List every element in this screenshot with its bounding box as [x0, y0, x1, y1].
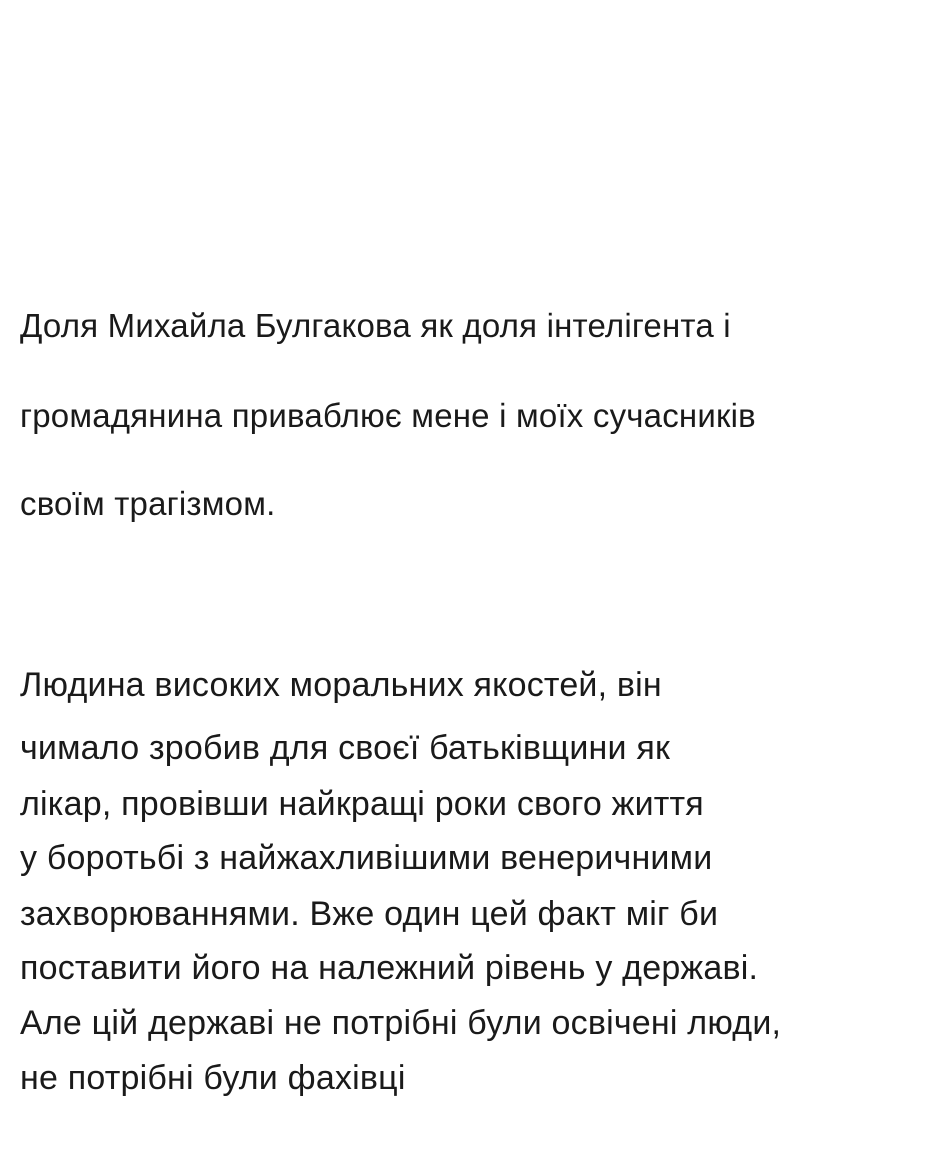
- paragraph-line: громадянина приваблює мене і моїх сучасників: [20, 397, 756, 434]
- paragraph-line: чимало зробив для своєї батьківщини як: [20, 729, 671, 767]
- paragraph-line: своїм трагізмом.: [20, 485, 276, 522]
- paragraph-line: лікар, провівши найкращі роки свого життя: [20, 785, 704, 823]
- paragraph-line: Доля Михайла Булгакова як доля інтелігента і: [20, 307, 731, 344]
- paragraph-line: у боротьбі з найжахливішими венеричними: [20, 839, 713, 877]
- paragraph-line: Але цій державі не потрібні були освічені люди,: [20, 1004, 782, 1042]
- paragraph-line: не потрібні були фахівці: [20, 1059, 406, 1097]
- paragraph-line: поставити його на належний рівень у державі.: [20, 949, 759, 987]
- paragraph-line: Людина високих моральних якостей, він: [20, 666, 662, 704]
- paragraph-line: захворюваннями. Вже один цей факт міг би: [20, 895, 719, 933]
